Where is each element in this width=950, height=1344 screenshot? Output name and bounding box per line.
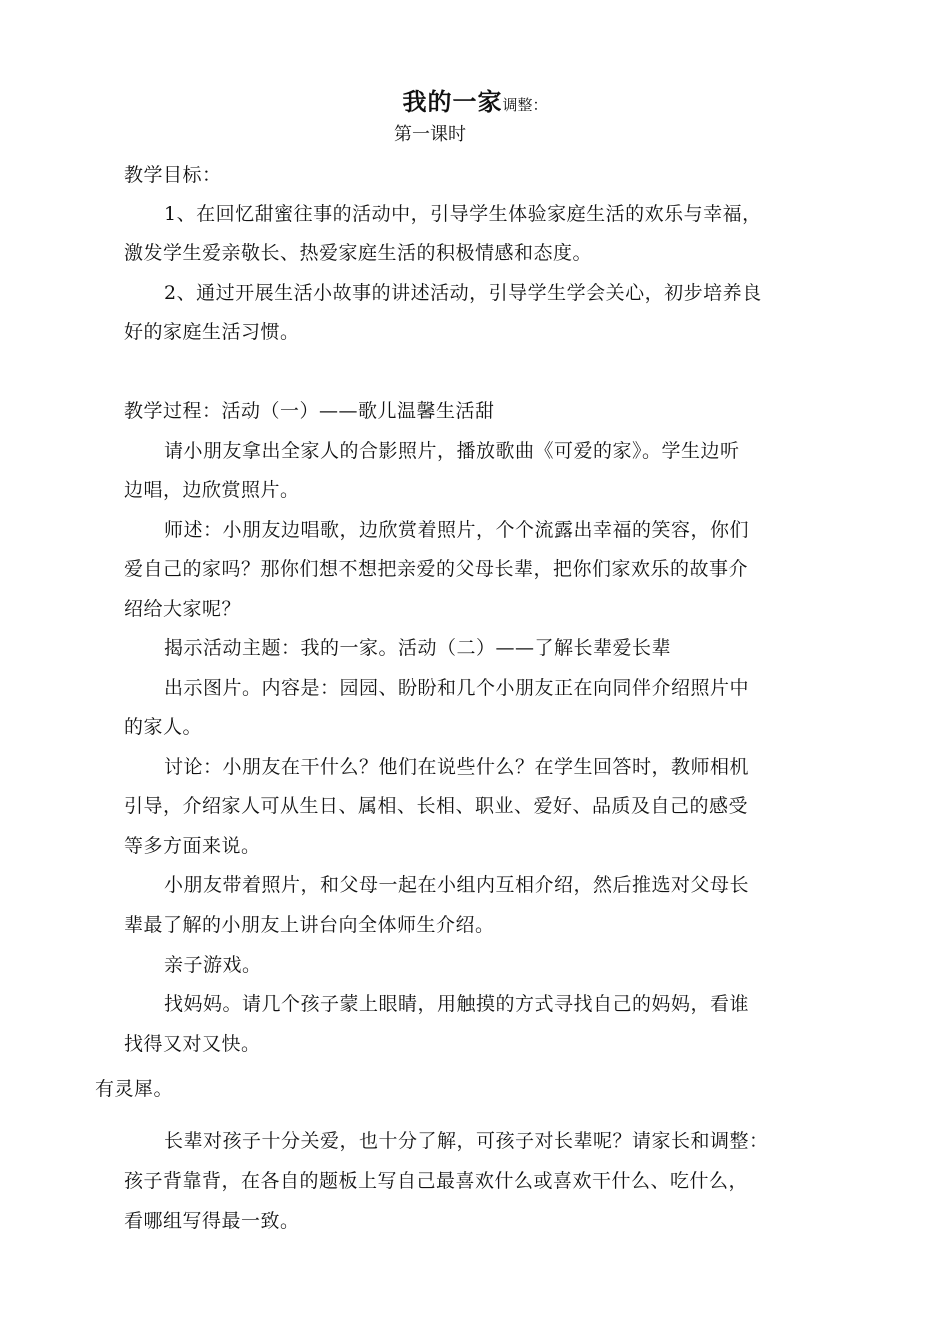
paragraph-line: 的家人。 (124, 716, 203, 738)
paragraph-line: 请小朋友拿出全家人的合影照片，播放歌曲《可爱的家》。学生边听 (164, 440, 740, 462)
section-heading-process: 教学过程：活动（一）——歌儿温馨生活甜 (124, 400, 495, 422)
paragraph-line: 引导，介绍家人可从生日、属相、长相、职业、爱好、品质及自己的感受 (124, 795, 749, 817)
paragraph-line: 找得又对又快。 (124, 1033, 261, 1055)
paragraph-line: 讨论：小朋友在干什么？他们在说些什么？在学生回答时，教师相机 (164, 756, 750, 778)
paragraph-line: 2、通过开展生活小故事的讲述活动，引导学生学会关心，初步培养良 (164, 282, 762, 304)
paragraph-line: 师述：小朋友边唱歌，边欣赏着照片，个个流露出幸福的笑容，你们 (164, 519, 750, 541)
section-heading-game: 有灵犀。 (95, 1078, 174, 1100)
section-heading-goals: 教学目标： (124, 164, 222, 186)
paragraph-line: 找妈妈。请几个孩子蒙上眼睛，用触摸的方式寻找自己的妈妈，看谁 (164, 993, 750, 1015)
paragraph-line: 亲子游戏。 (164, 954, 262, 976)
title-row (0, 82, 950, 117)
paragraph-line: 1、在回忆甜蜜往事的活动中，引导学生体验家庭生活的欢乐与幸福， (164, 203, 762, 225)
paragraph-line: 看哪组写得最一致。 (124, 1210, 300, 1232)
paragraph-line: 好的家庭生活习惯。 (124, 321, 300, 343)
paragraph-line: 出示图片。内容是：园园、盼盼和几个小朋友正在向同伴介绍照片中 (164, 677, 750, 699)
paragraph-line: 爱自己的家吗？那你们想不想把亲爱的父母长辈，把你们家欢乐的故事介 (124, 558, 749, 580)
paragraph-line: 边唱，边欣赏照片。 (124, 479, 300, 501)
doc-subtitle: 第一课时 (394, 124, 466, 145)
paragraph-line: 激发学生爱亲敬长、热爱家庭生活的积极情感和态度。 (124, 242, 593, 264)
doc-title: 我的一家 (402, 88, 503, 116)
title-note: 调整： (502, 96, 548, 114)
paragraph-line: 长辈对孩子十分关爱，也十分了解，可孩子对长辈呢？请家长和调整： (164, 1130, 769, 1152)
paragraph-line: 小朋友带着照片，和父母一起在小组内互相介绍，然后推选对父母长 (164, 874, 750, 896)
paragraph-line: 等多方面来说。 (124, 835, 261, 857)
paragraph-line: 孩子背靠背，在各自的题板上写自己最喜欢什么或喜欢干什么、吃什么， (124, 1170, 749, 1192)
paragraph-line: 辈最了解的小朋友上讲台向全体师生介绍。 (124, 914, 495, 936)
paragraph-line: 绍给大家呢？ (124, 598, 242, 620)
paragraph-line: 揭示活动主题：我的一家。活动（二）——了解长辈爱长辈 (164, 637, 672, 659)
